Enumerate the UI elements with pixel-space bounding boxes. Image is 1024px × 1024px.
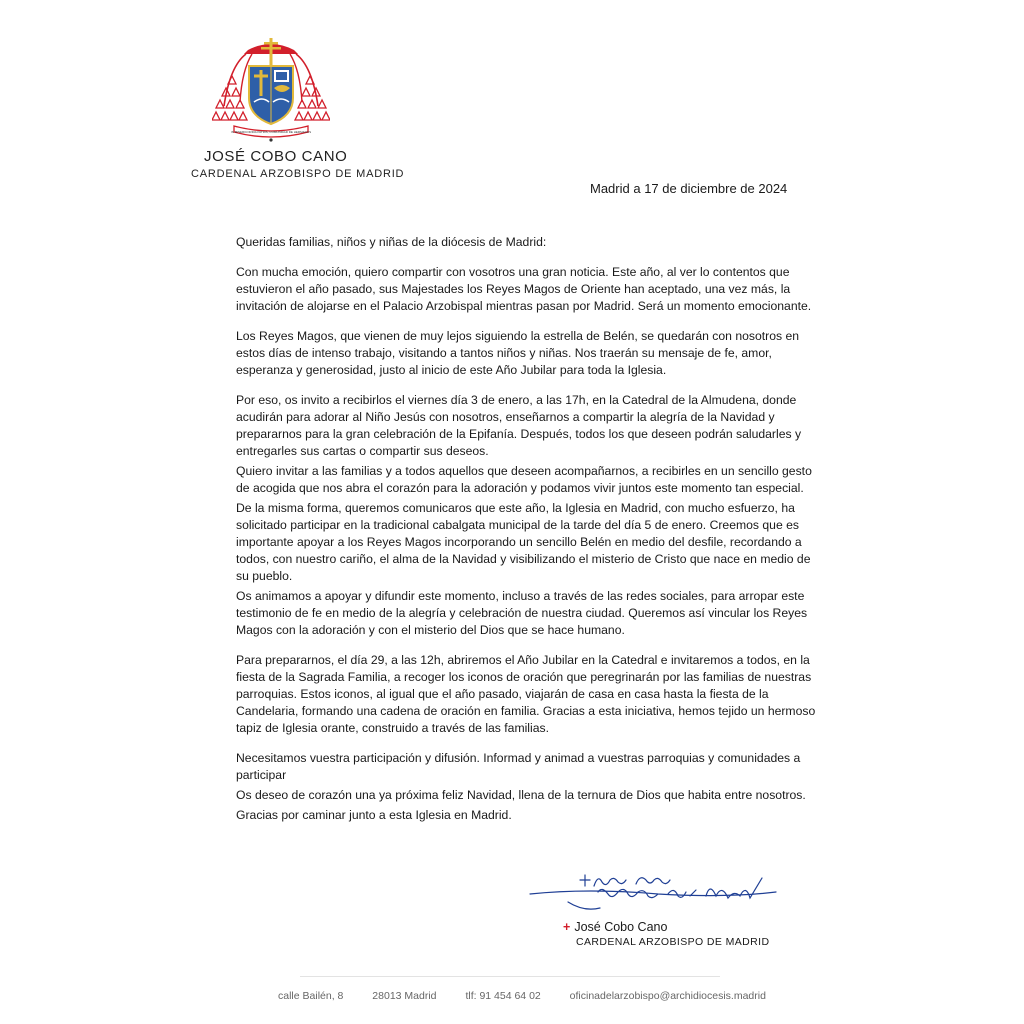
letter-greeting: Queridas familias, niños y niñas de la diócesis de Madrid:	[236, 235, 547, 249]
cross-icon: +	[563, 920, 571, 934]
sender-role: CARDENAL ARZOBISPO DE MADRID	[191, 168, 405, 180]
arms-motto: IN MISERICORDIA PATRIS, COMUNIDAD DE HERMANOS	[230, 130, 312, 134]
coat-of-arms-logo	[212, 36, 330, 144]
footer	[278, 990, 792, 1002]
handwritten-signature	[528, 872, 778, 924]
footer-email: oficinadelarzobispo@archidiocesis.madrid	[569, 990, 766, 1002]
footer-divider	[300, 976, 720, 977]
letter-date: Madrid a 17 de diciembre de 2024	[590, 181, 788, 196]
paragraph-4: Quiero invitar a las familias y a todos aquellos que deseen acompañarnos, a recibirles en un sencillo gesto de acogida que nos abra el corazón para la adoración y podamos vivir juntos este momento tan especial.	[236, 464, 812, 495]
footer-phone: tlf: 91 454 64 02	[465, 990, 541, 1002]
paragraph-6: Os animamos a apoyar y difundir este momento, incluso a través de las redes sociales, para arropar este testimonio de fe en medio de la alegría y celebración de nuestra ciudad. Queremos así vincular los Reyes Magos con la adoración y con el misterio del Dios que se hace humano.	[236, 589, 808, 637]
letter-body	[236, 234, 816, 837]
footer-postal: 28013 Madrid	[372, 990, 437, 1002]
signatory-role: CARDENAL ARZOBISPO DE MADRID	[576, 936, 770, 948]
footer-address: calle Bailén, 8	[278, 990, 344, 1002]
sender-name: JOSÉ COBO CANO	[204, 148, 348, 165]
paragraph-3: Por eso, os invito a recibirlos el viernes día 3 de enero, a las 17h, en la Catedral de la Almudena, donde acudirán para adorar al Niño Jesús con nosotros, enseñarnos a compartir la alegría de la Navidad y prepararnos para la gran celebración de la Epifanía. Después, todos los que deseen podrán saludarles y entregarles sus cartas o compartir sus deseos.	[236, 393, 802, 458]
signatory-name	[563, 920, 667, 934]
paragraph-8: Necesitamos vuestra participación y difusión. Informad y animad a vuestras parroquias y comunidades a participar	[236, 751, 801, 782]
paragraph-10: Gracias por caminar junto a esta Iglesia en Madrid.	[236, 808, 512, 822]
paragraph-9: Os deseo de corazón una ya próxima feliz Navidad, llena de la ternura de Dios que habita entre nosotros.	[236, 788, 806, 802]
paragraph-2: Los Reyes Magos, que vienen de muy lejos siguiendo la estrella de Belén, se quedarán con nosotros en estos días de intenso trabajo, visitando a tantos niños y niñas. Nos traerán su mensaje de fe, amor, esperanza y generosidad, justo al inicio de este Año Jubilar para toda la Iglesia.	[236, 329, 800, 377]
paragraph-5: De la misma forma, queremos comunicaros que este año, la Iglesia en Madrid, con mucho esfuerzo, ha solicitado participar en la tradicional cabalgata municipal de la tarde del día 5 de enero. Creemos que es importante apoyar a los Reyes Magos incorporando un sencillo Belén en medio del desfile, recordando a todos, con nuestro cariño, el alma de la Navidad y visibilizando el misterio de Cristo que nace en medio de su pueblo.	[236, 501, 811, 583]
signatory-name-text: José Cobo Cano	[574, 920, 668, 934]
paragraph-7: Para prepararnos, el día 29, a las 12h, abriremos el Año Jubilar en la Catedral e invitaremos a todos, en la fiesta de la Sagrada Familia, a recoger los iconos de oración que peregrinarán por las familias de nuestras parroquias. Estos iconos, al igual que el año pasado, viajarán de casa en casa hasta la fiesta de la Candelaria, formando una cadena de oración en familia. Gracias a esta iniciativa, hemos tejido un hermoso tapiz de Iglesia orante, construido a través de las familias.	[236, 653, 816, 735]
paragraph-1: Con mucha emoción, quiero compartir con vosotros una gran noticia. Este año, al ver lo contentos que estuvieron el año pasado, sus Majestades los Reyes Magos de Oriente han aceptado, una vez más, la invitación de alojarse en el Palacio Arzobispal mientras pasan por Madrid. Será un momento emocionante.	[236, 265, 812, 313]
